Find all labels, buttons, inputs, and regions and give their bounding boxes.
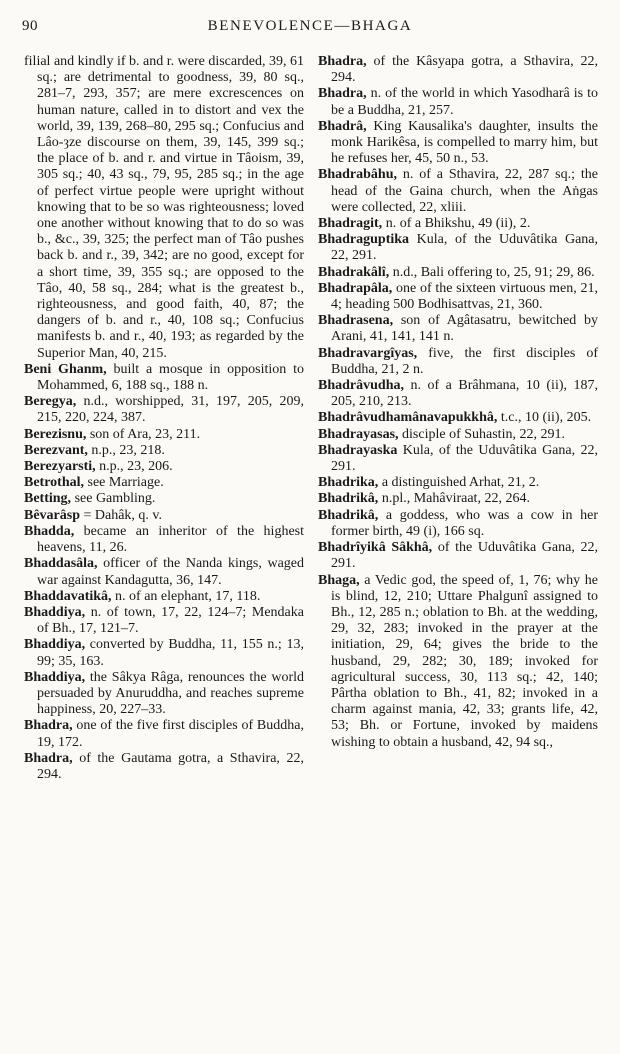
entry-headword: Bhadra, [24, 750, 73, 766]
entry-headword: Bhadrabâhu, [318, 167, 397, 183]
entry-text: a distinguished Arhat, 21, 2. [378, 475, 540, 491]
index-entry [318, 443, 598, 475]
entry-headword: Bhadrapâla, [318, 280, 393, 296]
index-entry [24, 427, 304, 443]
entry-text: n.pl., Mahâviraat, 22, 264. [378, 491, 530, 507]
index-entry [318, 167, 598, 216]
index-entry [318, 573, 598, 751]
index-entry [24, 718, 304, 750]
index-entry [318, 281, 598, 313]
entry-text: officer of the Nanda kings, waged war against Kandagutta, 36, 147. [37, 556, 304, 588]
entry-headword: Bhadrika, [318, 475, 379, 491]
entry-text: King Kausalika's daughter, insults the monk Harikêsa, is compelled to marry him, but he refuses her, 45, 50 n., 53. [331, 118, 598, 167]
entry-headword: Berezyarsti, [24, 459, 96, 475]
index-entry [318, 119, 598, 168]
entry-text: n. of a Brâhmana, 10 (ii), 187, 205, 210, 213. [331, 378, 598, 410]
entry-text: son of Agâtasatru, bewitched by Arani, 41, 141, 141 n. [331, 313, 598, 345]
entry-headword: Bhadrâvudhamânavapukkhâ, [318, 410, 498, 426]
index-entry [318, 346, 598, 378]
index-entry [24, 751, 304, 783]
entry-headword: Bhadrakâlî, [318, 264, 390, 280]
entry-headword: Beni Ghanm, [24, 361, 107, 377]
entry-headword: Betrothal, [24, 475, 85, 491]
index-entry [24, 670, 304, 719]
entry-text: n.p., 23, 206. [95, 459, 173, 475]
entry-headword: Bhaga, [318, 572, 360, 588]
entry-headword: Bhadrayaska [318, 442, 398, 458]
entry-headword: Bhadda, [24, 523, 75, 539]
index-entry [24, 362, 304, 394]
index-entry [318, 265, 598, 281]
entry-headword: Bhadrikâ, [318, 507, 379, 523]
entry-text: t.c., 10 (ii), 205. [497, 410, 592, 426]
entry-text: built a mosque in opposition to Mohammed, 6, 188 sq., 188 n. [37, 361, 304, 394]
entry-headword: Bhadrikâ, [318, 491, 379, 507]
entry-text: one of the five first disciples of Buddha, 19, 172. [37, 718, 304, 750]
entry-text: = Dahâk, q. v. [80, 507, 163, 523]
entry-headword: Bhadrayasas, [318, 426, 399, 442]
index-entry [24, 394, 304, 426]
entry-text: Kula, of the Uduvâtika Gana, 22, 291. [331, 442, 598, 475]
entry-headword: Berezvant, [24, 442, 88, 458]
entry-text: of the Kâsyapa gotra, a Sthavira, 22, 294. [331, 54, 598, 86]
page-number: 90 [22, 18, 38, 34]
entry-headword: Bhaddiya, [24, 604, 86, 620]
left-column [24, 54, 304, 783]
entry-headword: Bhadravargîyas, [318, 345, 418, 361]
entry-text: n. of the world in which Yasodharâ is to be a Buddha, 21, 257. [331, 86, 598, 118]
index-entry [318, 427, 598, 443]
index-entry [24, 475, 304, 491]
index-entry [24, 589, 304, 605]
index-entry [318, 491, 598, 507]
entry-text: one of the sixteen virtuous men, 21, 4; heading 500 Bodhisattvas, 21, 360. [331, 280, 598, 313]
entry-headword: Betting, [24, 491, 72, 507]
entry-headword: Bêvarâsp [24, 507, 80, 523]
index-entry [24, 637, 304, 669]
index-entry [24, 556, 304, 588]
entry-headword: Bhaddavatikâ, [24, 588, 112, 604]
entry-text: the Sâkya Râga, renounces the world persuaded by Anuruddha, and reaches supreme happiness, 20, 227–33. [37, 669, 304, 718]
entry-headword: Bhadrâ, [318, 118, 367, 134]
index-entry [318, 232, 598, 264]
entry-text: of the Gautama gotra, a Sthavira, 22, 294. [37, 750, 304, 782]
index-entry [318, 86, 598, 118]
running-head: BENEVOLENCE—BHAGA [207, 18, 413, 34]
entry-headword: Bhadra, [318, 54, 367, 69]
entry-text: became an inheritor of the highest heavens, 11, 26. [37, 523, 304, 556]
entry-headword: Berezisnu, [24, 426, 87, 442]
entry-text: a goddess, who was a cow in her former birth, 49 (i), 166 sq. [331, 507, 598, 539]
entry-headword: Bhadra, [24, 718, 73, 734]
index-entry [318, 475, 598, 491]
entry-text: converted by Buddha, 11, 155 n.; 13, 99; 35, 163. [37, 637, 304, 669]
entry-headword: Bhadrâvudha, [318, 378, 404, 394]
entry-text: disciple of Suhastin, 22, 291. [398, 426, 565, 442]
entry-headword: Bhaddiya, [24, 669, 86, 685]
entry-headword: Bhadrasena, [318, 313, 394, 329]
index-entry [318, 378, 598, 410]
entry-text: n. of town, 17, 22, 124–7; Mendaka of Bh., 17, 121–7. [37, 604, 304, 637]
entry-text: Kula, of the Uduvâtika Gana, 22, 291. [331, 232, 598, 264]
index-entry [24, 54, 304, 362]
entry-headword: Beregya, [24, 394, 77, 410]
index-entry [318, 216, 598, 232]
index-entry [318, 540, 598, 572]
entry-headword: Bhadraguptika [318, 232, 410, 248]
index-entry [24, 524, 304, 556]
index-entry [24, 459, 304, 475]
index-entry [318, 54, 598, 86]
index-entry [24, 443, 304, 459]
entry-headword: Bhaddasâla, [24, 556, 98, 572]
index-entry [318, 410, 598, 426]
index-entry [24, 605, 304, 637]
entry-text: son of Ara, 23, 211. [86, 426, 201, 442]
index-columns [24, 54, 598, 783]
index-entry [24, 491, 304, 507]
entry-text: of the Uduvâtika Gana, 22, 291. [331, 540, 598, 572]
index-entry [24, 508, 304, 524]
entry-text: n.d., Bali offering to, 25, 91; 29, 86. [389, 264, 595, 280]
entry-text: n. of a Sthavira, 22, 287 sq.; the head of the Gaina church, when the Aṅgas were collected, 22, xliii. [331, 167, 598, 215]
right-column [318, 54, 598, 783]
entry-text: n.d., worshipped, 31, 197, 205, 209, 215, 220, 224, 387. [37, 394, 304, 426]
entry-text: a Vedic god, the speed of, 1, 76; why he is blind, 12, 210; Uttare Phalgunî assigned to Bh., 12, 285 n.; oblation to Bh. at the wedding, 29, 32, 283; invoked in the prayer at the initiation, 29, 64; gives the bride to the husband, 29, 282; 30, 189; invoked for agricultural success, 30, 113 sq.; 42, 140; Pârtha oblation to Bh., 41, 82; invoked in a charm against mania, 42, 33; grants life, 42, 53; Bh. or Fortune, invoked by maidens wishing to obtain a husband, 42, 94 sq., [331, 572, 598, 750]
entry-text: five, the first disciples of Buddha, 21, 2 n. [331, 345, 598, 377]
entry-text: see Marriage. [84, 475, 164, 491]
entry-text: n. of a Bhikshu, 49 (ii), 2. [382, 216, 531, 232]
entry-headword: Bhadrîyikâ Sâkhâ, [318, 540, 433, 556]
entry-text: see Gambling. [71, 491, 156, 507]
entry-text: n.p., 23, 218. [87, 442, 165, 458]
entry-headword: Bhadra, [318, 86, 367, 102]
entry-headword: Bhaddiya, [24, 637, 86, 653]
index-entry [318, 508, 598, 540]
entry-headword: Bhadragit, [318, 216, 383, 232]
entry-text: filial and kindly if b. and r. were discarded, 39, 61 sq.; are detrimental to goodness, 39, 80 sq., 281–7, 293, 357; are mere excrescences on human nature, called in to distort and vex the world, 39, 139, 268–80, 295 sq.; Confucius and Lâo-ȝze discourse on them, 39, 145, 399 sq.; the place of b. and r. and virtue in Tâoism, 39, 305 sq.; 40, 43 sq., 79, 95, 285 sq.; in the age of perfect virtue people were upright without knowing that to be so was righteousness; loved one another without knowing that to do so was b., &c., 39, 325; the perfect man of Tâo pushes back b. and r., 39, 342; are no good, except for a short time, 39, 355 sq.; are opposed to the Tâo, 40, 58 sq., 284; what is the greatest b., righteousness, and good faith, 40, 87; the dangers of b. and r., 40, 108 sq.; Confucius manifests b. and r., 40, 193; as regarded by the Superior Man, 40, 215. [24, 54, 304, 361]
page-header [22, 18, 598, 40]
entry-text: n. of an elephant, 17, 118. [111, 588, 261, 604]
index-entry [318, 313, 598, 345]
